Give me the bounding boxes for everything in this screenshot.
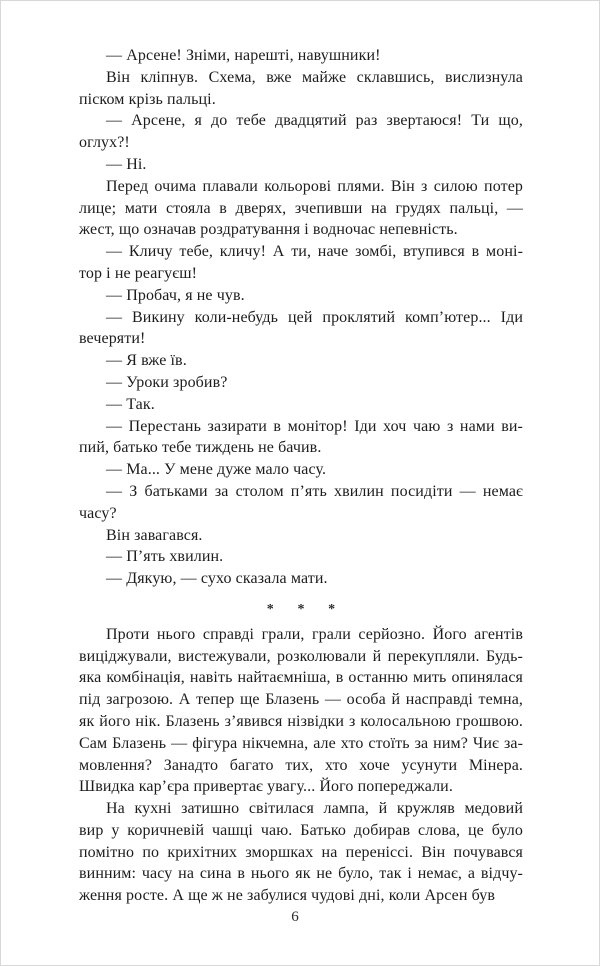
text-line: — Ма... У мене дуже мало часу. <box>106 461 327 479</box>
text-line: Проти нього справді грали, грали серйозно. Його агентів <box>106 625 523 643</box>
text-line: вечеряти! <box>79 330 146 348</box>
text-line: Сам Блазень — фігура нікчемна, але хто стоїть за ним? Чиє за- <box>79 734 523 752</box>
text-line: мовлення? Занадто багато тих, хто хоче усунути Мінера. <box>79 756 523 774</box>
text-line: піском крізь пальці. <box>79 90 216 108</box>
page-text <box>79 45 523 907</box>
text-line: На кухні затишно світилася лампа, й кружляв медовий <box>106 800 523 818</box>
text-line: — Ні. <box>106 155 147 173</box>
text-line: — Уроки зробив? <box>106 373 228 391</box>
text-line: — Дякую, — сухо сказала мати. <box>106 570 328 588</box>
text-line: Він завагався. <box>106 526 203 544</box>
text-line: виціджували, вистежували, розколювали й перекупляли. Будь- <box>79 647 523 665</box>
text-line: Він кліпнув. Схема, вже майже склавшись, вислизнула <box>106 68 523 86</box>
text-line: часу? <box>79 504 117 522</box>
text-line: — Я вже їв. <box>106 352 187 370</box>
text-line: Перед очима плавали кольорові плями. Він з силою потер <box>106 177 523 195</box>
text-line: жест, що означав роздратування і водночас непевність. <box>79 221 458 239</box>
text-line: Швидка кар’єра привертає увагу... Його попереджали. <box>79 778 453 796</box>
text-line: — Викину коли-небудь цей проклятий комп’ютер... Іди <box>106 308 523 326</box>
text-line: винним: часу на сина в нього як не було, так і немає, а відчу- <box>79 865 523 883</box>
text-line: лице; мати стояла в дверях, зчепивши на грудях пальці, — <box>79 199 523 217</box>
text-line: — П’ять хвилин. <box>106 548 224 566</box>
text-line: пий, батько тебе тиждень не бачив. <box>79 439 322 457</box>
text-line: як його нік. Блазень з’явився нізвідки з колосальною грошвою. <box>79 712 523 730</box>
text-line: помітно по крихітних зморшках на переніссі. Він почувався <box>79 843 523 861</box>
text-line: вир у коричневій чашці чаю. Батько добирав слова, це було <box>79 821 523 839</box>
text-line: — Арсене! Зніми, нарешті, навушники! <box>106 47 381 64</box>
page-number: 6 <box>291 909 299 925</box>
text-line: — Перестань зазирати в монітор! Іди хоч чаю з нами ви- <box>106 417 523 435</box>
section-separator: * * * <box>266 601 336 617</box>
text-line: — Так. <box>106 395 155 413</box>
text-line: — З батьками за столом п’ять хвилин посидіти — немає <box>106 482 523 500</box>
text-line: — Арсене, я до тебе двадцятий раз звертаюся! Ти що, <box>106 112 523 130</box>
text-line: яка комбінація, навіть найтаємніша, в останню мить опинялася <box>79 669 523 687</box>
text-line: оглух?! <box>79 134 130 152</box>
text-line: тор і не реагуєш! <box>79 264 198 282</box>
text-line: — Пробач, я не чув. <box>106 286 245 304</box>
text-line: — Кличу тебе, кличу! А ти, наче зомбі, втупився в моні- <box>106 243 523 261</box>
text-line: ження росте. А ще ж не забулися чудові дні, коли Арсен був <box>79 887 496 905</box>
text-line: під загрозою. А тепер ще Блазень — особа й насправді темна, <box>79 691 523 709</box>
